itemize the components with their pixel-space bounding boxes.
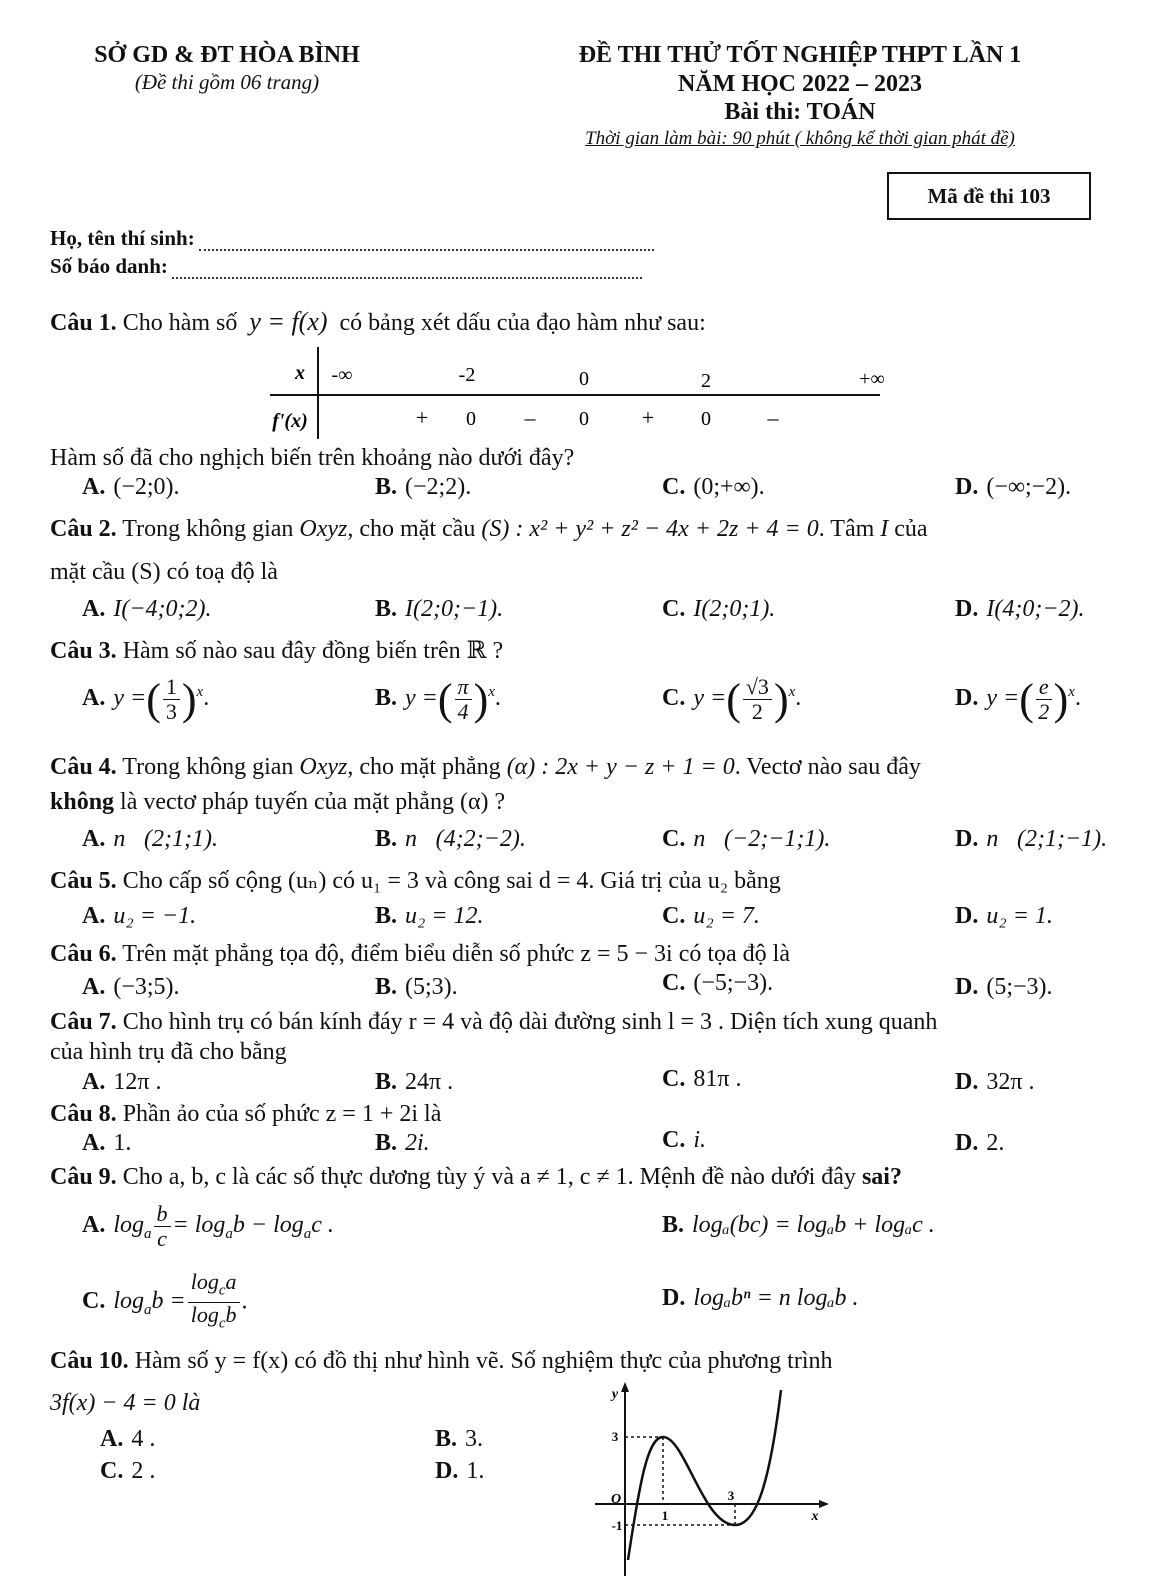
- q6-stem: [50, 939, 790, 969]
- q9-stem: [50, 1162, 902, 1192]
- option-label: A.: [82, 1130, 106, 1156]
- q2-center: I: [880, 516, 889, 542]
- option-label: B.: [375, 1130, 398, 1156]
- option-text: n⃗(2;1;−1).: [986, 826, 1108, 852]
- q9-label: Câu 9.: [50, 1164, 117, 1190]
- q4-plane: (α) : 2x + y − z + 1 = 0: [506, 754, 735, 780]
- q6-option-b[interactable]: [375, 974, 458, 1001]
- exponent: x: [788, 684, 796, 701]
- option-text: 2 .: [131, 1458, 156, 1484]
- student-name-field[interactable]: [199, 231, 654, 251]
- q7-stem: [50, 1007, 937, 1037]
- option-text: (5;3).: [405, 974, 458, 1000]
- option-label: C.: [662, 1066, 686, 1092]
- option-label: B.: [435, 1426, 458, 1452]
- fraction: [163, 675, 180, 724]
- exponent: x: [196, 684, 204, 701]
- q3-label: Câu 3.: [50, 638, 117, 664]
- option-text: 2i.: [405, 1130, 430, 1156]
- q5-option-b[interactable]: [375, 903, 484, 930]
- q2-option-a[interactable]: [82, 596, 212, 623]
- q9-text: Cho a, b, c là các số thực dương tùy ý và a ≠ 1, c ≠ 1. Mệnh đề nào dưới đây: [122, 1164, 856, 1190]
- y-axis-arrow: [621, 1382, 629, 1392]
- option-label: C.: [662, 596, 686, 622]
- sign-3: +: [641, 405, 655, 430]
- option-label: D.: [955, 474, 979, 500]
- q6-label: Câu 6.: [50, 941, 117, 967]
- q7-option-b[interactable]: [375, 1069, 453, 1096]
- q2-text1: Trong không gian: [122, 516, 294, 542]
- q10-option-c[interactable]: [100, 1458, 155, 1485]
- option-rhs: = $\log_ab - \log_ac$ .: [172, 1212, 334, 1242]
- x-value-neg2: -2: [458, 364, 476, 386]
- q8-text: Phần ảo của số phức z = 1 + 2i là: [122, 1101, 442, 1127]
- option-text: u₂ = −1.: [113, 903, 197, 929]
- q6-option-d[interactable]: [955, 974, 1053, 1001]
- sign-4: –: [767, 405, 779, 430]
- paren-open: (: [146, 675, 161, 724]
- q10-stem: [50, 1346, 833, 1376]
- fraction-num: π: [455, 675, 472, 700]
- fraction: [188, 1270, 240, 1336]
- q9-text-bold: sai?: [861, 1164, 902, 1190]
- q5-option-d[interactable]: [955, 903, 1053, 930]
- q2-text3: . Tâm: [818, 516, 875, 542]
- fraction-num: e: [1036, 675, 1052, 700]
- label-3y: 3: [611, 1429, 619, 1444]
- option-text: logₐ(bc) = logₐb + logₐc .: [692, 1212, 935, 1238]
- option-label: C.: [82, 1288, 106, 1315]
- q4-stem: [50, 752, 921, 782]
- q6-text: Trên mặt phẳng tọa độ, điểm biểu diễn số phức z = 5 − 3i có tọa độ là: [122, 941, 790, 967]
- sign-table: [270, 345, 900, 441]
- q7-line2: của hình trụ đã cho bằng: [50, 1039, 287, 1065]
- q7-label: Câu 7.: [50, 1009, 117, 1035]
- student-name-label: Họ, tên thí sinh:: [50, 226, 195, 250]
- label-3x: 3: [727, 1488, 735, 1503]
- label-origin: O: [610, 1492, 622, 1507]
- paren-open: (: [1019, 675, 1034, 724]
- fraction-den: c: [157, 1226, 167, 1251]
- option-label: D.: [955, 685, 979, 712]
- q10-option-b[interactable]: [435, 1426, 483, 1453]
- fraction-den: 3: [165, 699, 177, 724]
- q4-option-b[interactable]: [375, 826, 526, 853]
- q4-option-d[interactable]: [955, 826, 1107, 853]
- q2-option-d[interactable]: [955, 596, 1085, 623]
- option-label: B.: [375, 685, 398, 712]
- school-year: NĂM HỌC 2022 – 2023: [678, 71, 922, 97]
- x-value-2: 2: [701, 370, 711, 392]
- q3-option-d[interactable]: D. y =( $\frac{e}{2}$ )$^x$.: [955, 674, 1081, 724]
- option-text: n⃗(4;2;−2).: [405, 826, 526, 852]
- fraction-den: 4: [457, 699, 469, 724]
- option-label: A.: [100, 1426, 124, 1452]
- x-value-neg-inf: -∞: [331, 364, 353, 386]
- header-left: [62, 40, 392, 94]
- paren-close: ): [773, 675, 789, 724]
- paren-close: ): [181, 675, 197, 724]
- student-id-label: Số báo danh:: [50, 254, 168, 278]
- q2-text4: của: [894, 516, 928, 542]
- option-label: C.: [662, 903, 686, 929]
- q8-option-a[interactable]: [82, 1130, 131, 1157]
- option-label: D.: [955, 974, 979, 1000]
- q7-text: Cho hình trụ có bán kính đáy r = 4 và độ dài đường sinh l = 3 . Diện tích xung quanh: [122, 1009, 938, 1035]
- q9-option-b[interactable]: [662, 1212, 935, 1239]
- sign-table-fx-label: f'(x): [272, 410, 308, 432]
- option-label: D.: [662, 1285, 686, 1311]
- student-id-line: [50, 254, 642, 279]
- option-text: (0;+∞).: [693, 474, 765, 500]
- option-label: A.: [82, 685, 106, 712]
- option-text: (−2;0).: [113, 474, 180, 500]
- q8-option-c[interactable]: [662, 1127, 706, 1154]
- q5-option-a[interactable]: [82, 903, 196, 930]
- cubic-curve: [628, 1390, 781, 1560]
- q5-text: Cho cấp số cộng (uₙ) có u₁ = 3 và công sai d = 4. Giá trị của u₂ bằng: [122, 868, 781, 894]
- pages-note: (Đề thi gồm 06 trang): [134, 70, 320, 94]
- option-text: u₂ = 12.: [405, 903, 484, 929]
- option-text: 1.: [466, 1458, 485, 1484]
- x-axis-arrow: [819, 1500, 829, 1508]
- option-text: I(2;0;−1).: [405, 596, 504, 622]
- q8-option-b[interactable]: [375, 1130, 430, 1157]
- option-label: A.: [82, 974, 106, 1000]
- q2-label: Câu 2.: [50, 516, 117, 542]
- q9-option-a[interactable]: [82, 1202, 334, 1251]
- student-id-field[interactable]: [172, 259, 642, 279]
- option-text: (−∞;−2).: [986, 474, 1072, 500]
- option-label: C.: [662, 685, 686, 712]
- q9-option-d[interactable]: [662, 1285, 858, 1312]
- option-text: n⃗(2;1;1).: [113, 826, 218, 852]
- option-text: 12π .: [113, 1069, 162, 1095]
- option-label: D.: [955, 596, 979, 622]
- fraction: [154, 1202, 171, 1251]
- exam-title: ĐỀ THI THỬ TỐT NGHIỆP THPT LẦN 1: [578, 42, 1022, 68]
- option-label: B.: [662, 1212, 685, 1238]
- q3-option-a[interactable]: A. y =( $\frac{1}{3}$ )$^x$.: [82, 674, 210, 724]
- option-text: 1.: [113, 1130, 132, 1156]
- option-label: C.: [662, 826, 686, 852]
- q2-stem: [50, 514, 928, 544]
- option-y: y =: [693, 685, 727, 712]
- paren-open: (: [726, 675, 741, 724]
- option-label: D.: [955, 826, 979, 852]
- q1-label: Câu 1.: [50, 310, 117, 336]
- paren-open: (: [437, 675, 453, 724]
- q10-option-a[interactable]: [100, 1426, 155, 1453]
- q7-option-d[interactable]: [955, 1069, 1034, 1096]
- paren-close: ): [473, 675, 489, 724]
- option-label: B.: [375, 826, 398, 852]
- q3-text: Hàm số nào sau đây đồng biến trên ℝ ?: [122, 638, 504, 664]
- q4-space: Oxyz: [299, 754, 348, 780]
- option-label: A.: [82, 474, 106, 500]
- option-label: D.: [955, 903, 979, 929]
- fraction: [455, 675, 472, 724]
- option-text: 81π .: [693, 1066, 742, 1092]
- sign-zero-2: 0: [579, 408, 589, 430]
- option-label: A.: [82, 903, 106, 929]
- exam-code-box: Mã đề thi 103: [887, 172, 1091, 220]
- student-name-line: [50, 226, 654, 251]
- option-text: (−5;−3).: [693, 970, 774, 996]
- fraction-num: √3: [743, 675, 772, 700]
- option-text: 32π .: [986, 1069, 1035, 1095]
- q1-text-before: Cho hàm số: [122, 310, 238, 336]
- fraction: [1036, 675, 1052, 724]
- q10-label: Câu 10.: [50, 1348, 129, 1374]
- function-graph: [585, 1380, 835, 1578]
- sign-zero-1: 0: [466, 408, 476, 430]
- option-text: I(−4;0;2).: [113, 596, 212, 622]
- time-note: Thời gian làm bài: 90 phút ( không kể thời gian phát đề): [585, 128, 1015, 149]
- q1-option-a[interactable]: [82, 474, 180, 501]
- option-label: B.: [375, 974, 398, 1000]
- option-label: B.: [375, 903, 398, 929]
- q3-option-b[interactable]: B. y =( $\frac{\pi}{4}$ )$^x$.: [375, 674, 501, 724]
- fraction-den: 2: [751, 699, 763, 724]
- q10-line2: 3f(x) − 4 = 0 là: [50, 1390, 201, 1416]
- fraction-num: $\log_ca$: [188, 1270, 240, 1303]
- q2-line2: mặt cầu (S) có toạ độ là: [50, 559, 278, 585]
- option-text: (−3;5).: [113, 974, 180, 1000]
- option-label: D.: [955, 1130, 979, 1156]
- paren-close: ): [1053, 675, 1069, 724]
- exponent: x: [488, 684, 495, 701]
- option-label: C.: [662, 970, 686, 996]
- option-label: A.: [82, 596, 106, 622]
- option-text: I(2;0;1).: [693, 596, 776, 622]
- sign-2: –: [524, 405, 536, 430]
- header-right: [520, 40, 1080, 152]
- option-text: u₂ = 7.: [693, 903, 760, 929]
- q4-text1: Trong không gian: [122, 754, 294, 780]
- q2-option-c[interactable]: [662, 596, 775, 623]
- q4-text2: , cho mặt phẳng: [347, 754, 501, 780]
- q2-text2: , cho mặt cầu: [347, 516, 476, 542]
- sign-table-x-label: x: [295, 362, 305, 384]
- q4-text3: . Vectơ nào sau đây: [734, 754, 921, 780]
- label-y: y: [611, 1387, 619, 1402]
- option-text: n⃗(−2;−1;1).: [693, 826, 831, 852]
- option-y: y =: [986, 685, 1020, 712]
- q4-option-c[interactable]: [662, 826, 830, 853]
- fraction-den: 2: [1038, 699, 1050, 724]
- option-label: A.: [82, 1069, 106, 1095]
- q1-option-d[interactable]: [955, 474, 1071, 501]
- option-label: B.: [375, 474, 398, 500]
- q7-option-c[interactable]: [662, 1066, 741, 1093]
- fraction: [743, 675, 772, 724]
- fraction-num: 1: [163, 675, 180, 700]
- q4-line2: [50, 787, 505, 817]
- q10-option-d[interactable]: [435, 1458, 484, 1485]
- q8-stem: [50, 1099, 441, 1129]
- option-label: A.: [82, 1212, 106, 1239]
- option-text: 4 .: [131, 1426, 156, 1452]
- q4-line2-bold: không: [50, 789, 115, 815]
- q6-option-a[interactable]: [82, 974, 180, 1001]
- q8-label: Câu 8.: [50, 1101, 117, 1127]
- q4-option-a[interactable]: [82, 826, 218, 853]
- q8-option-d[interactable]: [955, 1130, 1004, 1157]
- q5-option-c[interactable]: [662, 903, 760, 930]
- option-text: (−2;2).: [405, 474, 472, 500]
- q1-option-c[interactable]: [662, 474, 765, 501]
- option-label: C.: [662, 1127, 686, 1153]
- q7-option-a[interactable]: [82, 1069, 161, 1096]
- department-name: SỞ GD & ĐT HÒA BÌNH: [94, 42, 360, 68]
- option-label: D.: [955, 1069, 979, 1095]
- fraction-num: b: [154, 1202, 171, 1227]
- q3-stem: [50, 636, 503, 666]
- fraction-den: $\log_cb$: [190, 1302, 237, 1332]
- sign-zero-3: 0: [701, 408, 711, 430]
- log-a: $\log_a$: [113, 1212, 152, 1242]
- option-label: D.: [435, 1458, 459, 1484]
- option-text: u₂ = 1.: [986, 903, 1053, 929]
- q2-sphere: (S) : x² + y² + z² − 4x + 2z + 4 = 0: [481, 516, 819, 542]
- option-label: A.: [82, 826, 106, 852]
- exponent: x: [1068, 684, 1075, 701]
- label-neg1: -1: [611, 1518, 623, 1533]
- option-text: 24π .: [405, 1069, 454, 1095]
- x-value-0: 0: [579, 368, 589, 390]
- option-text: (5;−3).: [986, 974, 1053, 1000]
- subject: Bài thi: TOÁN: [724, 99, 876, 125]
- option-y: y =: [113, 685, 147, 712]
- q10-text: Hàm số y = f(x) có đồ thị như hình vẽ. Số nghiệm thực của phương trình: [134, 1348, 833, 1374]
- q4-line2-rest: là vectơ pháp tuyến của mặt phẳng (α) ?: [120, 789, 506, 815]
- q1-question: Hàm số đã cho nghịch biến trên khoảng nào dưới đây?: [50, 445, 575, 471]
- q1-func: y = f(x): [249, 307, 328, 336]
- option-text: 2.: [986, 1130, 1005, 1156]
- q1-stem: [50, 307, 706, 338]
- option-label: C.: [100, 1458, 124, 1484]
- label-x: x: [811, 1509, 819, 1524]
- q4-label: Câu 4.: [50, 754, 117, 780]
- q2-option-b[interactable]: [375, 596, 503, 623]
- option-lhs: $\log_ab$ =: [113, 1288, 186, 1319]
- x-value-pos-inf: +∞: [859, 368, 885, 390]
- option-label: B.: [375, 1069, 398, 1095]
- option-text: i.: [693, 1127, 707, 1153]
- sign-1: +: [415, 405, 429, 430]
- q2-space: Oxyz: [299, 516, 348, 542]
- q1-text-after: có bảng xét dấu của đạo hàm như sau:: [339, 310, 706, 336]
- option-label: C.: [662, 474, 686, 500]
- option-text: I(4;0;−2).: [986, 596, 1085, 622]
- q3-option-c[interactable]: C. y =( $\frac{√3}{2}$ )$^x$.: [662, 674, 802, 724]
- q9-option-c[interactable]: C. $\log_ab$ = $\frac{\log_ca}{\log_cb}$ .: [82, 1270, 248, 1336]
- option-text: logₐbⁿ = n logₐb .: [693, 1285, 859, 1311]
- q6-option-c[interactable]: [662, 970, 773, 997]
- option-y: y =: [405, 685, 438, 712]
- q5-label: Câu 5.: [50, 868, 117, 894]
- label-1x: 1: [661, 1508, 669, 1523]
- q1-option-b[interactable]: [375, 474, 471, 501]
- option-text: 3.: [465, 1426, 484, 1452]
- q5-stem: [50, 866, 781, 896]
- option-label: B.: [375, 596, 398, 622]
